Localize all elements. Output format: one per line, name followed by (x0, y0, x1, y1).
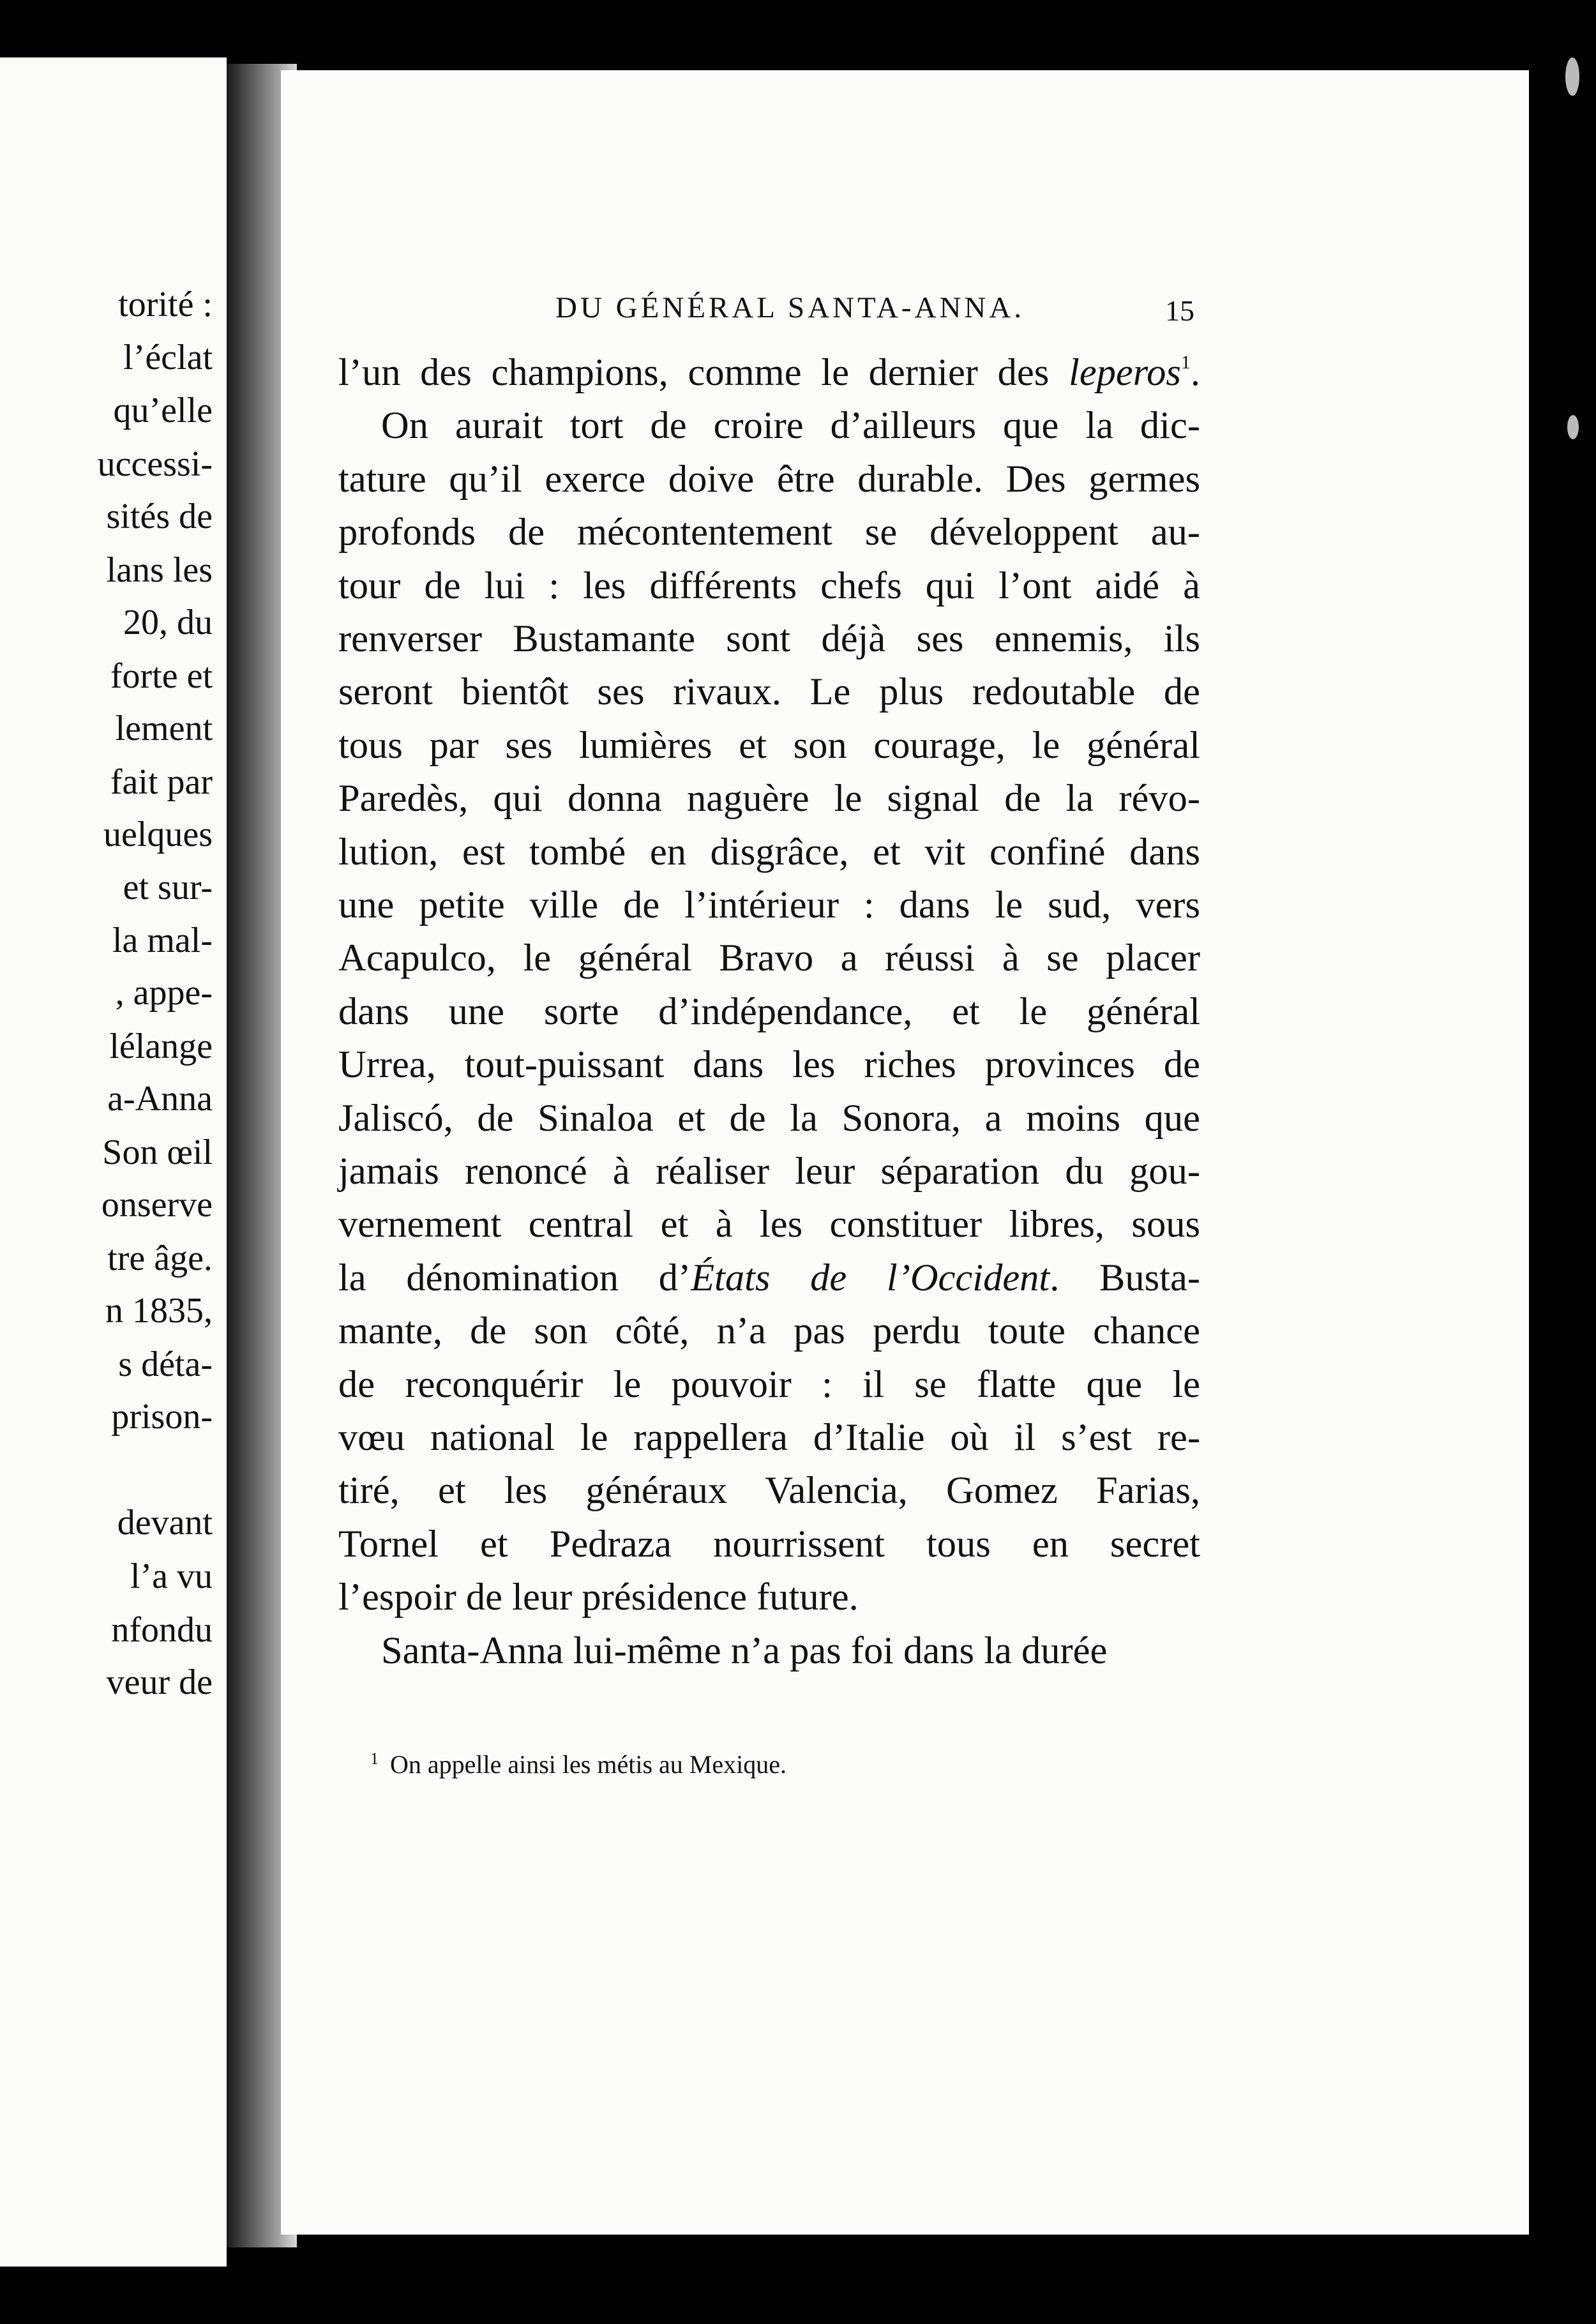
page-number: 15 (1165, 294, 1194, 327)
left-page-fragment (0, 57, 227, 2267)
left-page-line: et sur- (123, 868, 213, 907)
body-line: seront bientôt ses rivaux. Le plus redoutable de (338, 670, 1200, 713)
body-line: la dénomination d’États de l’Occident. Busta- (338, 1256, 1200, 1299)
body-line: Urrea, tout-puissant dans les riches provinces de (338, 1043, 1200, 1086)
body-line: de reconquérir le pouvoir : il se flatte que le (338, 1363, 1200, 1406)
body-line: vœu national le rappellera d’Italie où il s’est re- (338, 1416, 1200, 1459)
left-page-line: n 1835, (105, 1291, 213, 1331)
left-page-line: a-Anna (107, 1079, 213, 1119)
left-page-line: uccessi- (97, 444, 213, 484)
left-page-line: s déta- (118, 1345, 213, 1384)
left-page-line: nfondu (111, 1610, 213, 1650)
footnote (370, 1749, 1200, 1779)
left-page-line: veur de (106, 1663, 213, 1702)
left-page-line: fait par (110, 762, 213, 802)
left-page-line: lement (115, 709, 213, 748)
edge-speck (1567, 415, 1579, 439)
body-line: tour de lui : les différents chefs qui l’ont aidé à (338, 564, 1200, 607)
left-page-line: devant (117, 1503, 213, 1543)
edge-speck (1565, 57, 1579, 96)
left-page-line: uelques (103, 815, 213, 854)
body-line: On aurait tort de croire d’ailleurs que la dic- (381, 404, 1200, 447)
left-page-line: l’éclat (123, 338, 213, 377)
body-line: dans une sorte d’indépendance, et le général (338, 990, 1200, 1033)
italic-phrase: leperos (1069, 351, 1181, 394)
body-line: tous par ses lumières et son courage, le général (338, 724, 1200, 767)
body-line: Paredès, qui donna naguère le signal de la révo- (338, 777, 1200, 820)
left-page-line: sités de (106, 497, 213, 536)
body-line: Jaliscó, de Sinaloa et de la Sonora, a moins que (338, 1097, 1200, 1140)
left-page-line: , appe- (115, 973, 213, 1013)
body-line: Santa-Anna lui-même n’a pas foi dans la durée (381, 1629, 1108, 1672)
footnote-reference: 1 (1180, 352, 1191, 373)
left-page-line: 20, du (123, 603, 213, 642)
body-line: jamais renoncé à réaliser leur séparation du gou- (338, 1150, 1200, 1193)
footnote-text: On appelle ainsi les métis au Mexique. (390, 1750, 787, 1779)
left-page-line: la mal- (112, 921, 213, 960)
left-page-line: Son œil (102, 1133, 213, 1172)
italic-phrase: États de l’Occident (691, 1256, 1050, 1299)
body-line: profonds de mécontentement se développent au- (338, 511, 1200, 554)
running-head: DU GÉNÉRAL SANTA-ANNA. (555, 291, 1025, 324)
body-line: une petite ville de l’intérieur : dans le sud, vers (338, 884, 1200, 926)
left-page-line: l’a vu (130, 1557, 213, 1596)
left-page-line: forte et (110, 656, 213, 696)
left-page-line: prison- (111, 1397, 213, 1437)
body-line: vernement central et à les constituer libres, sous (338, 1203, 1200, 1246)
book-page (281, 70, 1529, 2235)
body-line: l’un des champions, comme le dernier des leperos$^1$. (338, 351, 1200, 394)
left-page-line: tre âge. (107, 1239, 213, 1278)
left-page-line: lans les (106, 550, 213, 590)
body-line: l’espoir de leur présidence future. (338, 1576, 859, 1618)
body-line: mante, de son côté, n’a pas perdu toute chance (338, 1309, 1200, 1352)
left-page-line: lélange (109, 1027, 213, 1066)
left-page-line: qu’elle (113, 391, 213, 430)
body-line: tature qu’il exerce doive être durable. Des germes (338, 458, 1200, 501)
body-line: lution, est tombé en disgrâce, et vit confiné dans (338, 831, 1200, 873)
footnote-mark: 1 (370, 1749, 379, 1768)
left-page-line: torité : (118, 285, 213, 324)
body-line: Tornel et Pedraza nourrissent tous en secret (338, 1523, 1200, 1566)
left-page-line: onserve (101, 1185, 213, 1225)
body-line: Acapulco, le général Bravo a réussi à se placer (338, 937, 1200, 979)
body-line: tiré, et les généraux Valencia, Gomez Farias, (338, 1469, 1200, 1512)
body-line: renverser Bustamante sont déjà ses ennemis, ils (338, 617, 1200, 660)
